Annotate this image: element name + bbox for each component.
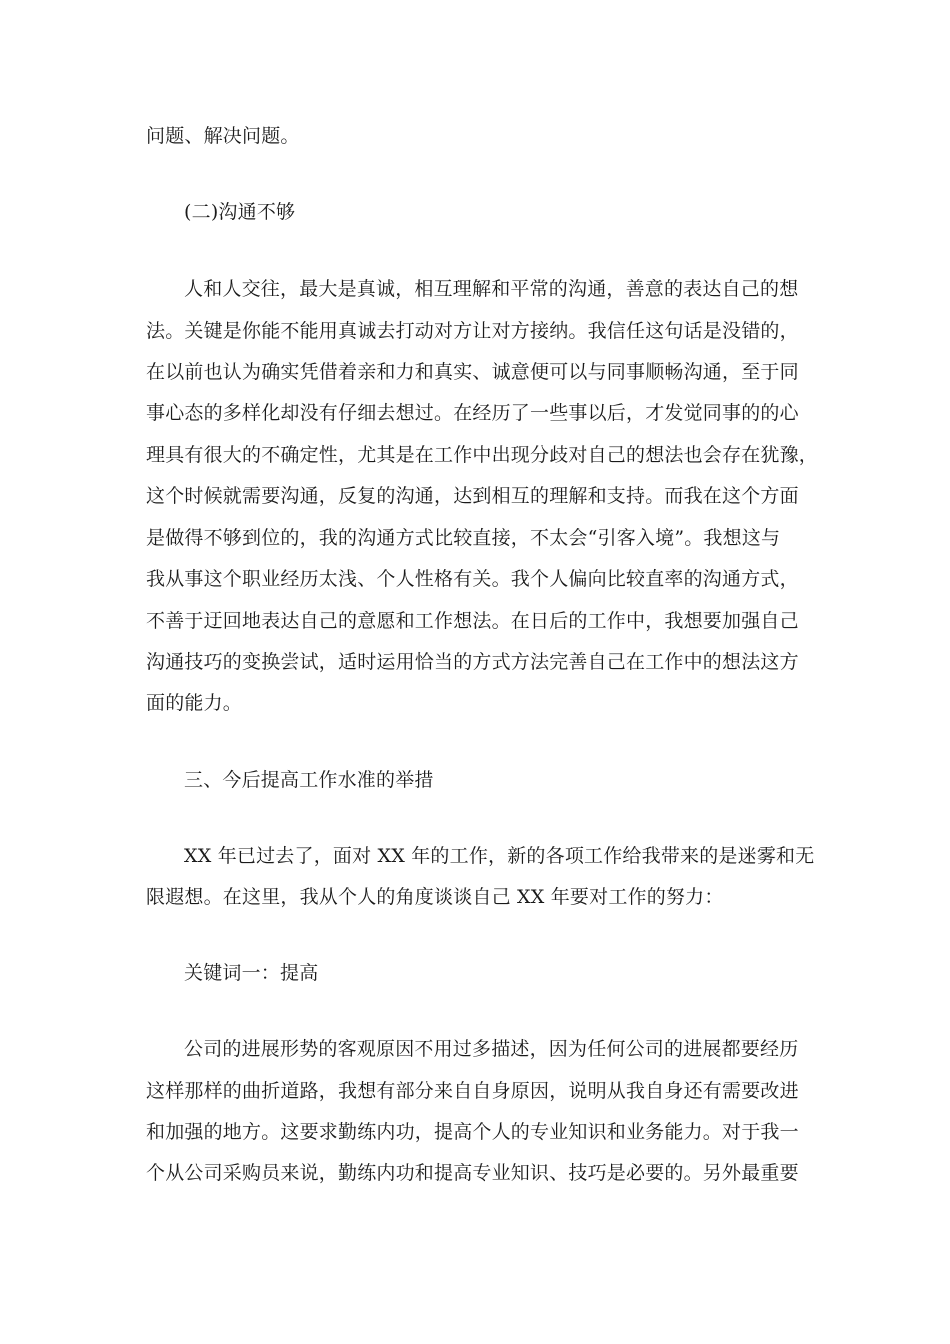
paragraph-line: 我从事这个职业经历太浅、个人性格有关。我个人偏向比较直率的沟通方式，: [146, 568, 799, 590]
paragraph-line: 在以前也认为确实凭借着亲和力和真实、诚意便可以与同事顺畅沟通，至于同: [146, 361, 799, 383]
text-line-continuation: 问题、解决问题。: [146, 125, 300, 147]
keyword-heading: 关键词一：提高: [184, 962, 319, 984]
section-heading-measures: 三、今后提高工作水准的举措: [184, 769, 434, 791]
paragraph-line: 这样那样的曲折道路，我想有部分来自自身原因，说明从我自身还有需要改进: [146, 1080, 799, 1102]
paragraph-line: 限遐想。在这里，我从个人的角度谈谈自己 XX 年要对工作的努力：: [146, 886, 724, 908]
paragraph-line: 是做得不够到位的，我的沟通方式比较直接，不太会“引客入境”。我想这与: [146, 527, 781, 549]
paragraph-line: 事心态的多样化却没有仔细去想过。在经历了一些事以后，才发觉同事的的心: [146, 402, 799, 424]
paragraph-line: 不善于迂回地表达自己的意愿和工作想法。在日后的工作中，我想要加强自己: [146, 610, 799, 632]
paragraph-line: 公司的进展形势的客观原因不用过多描述，因为任何公司的进展都要经历: [184, 1038, 799, 1060]
paragraph-line: 个从公司采购员来说，勤练内功和提高专业知识、技巧是必要的。另外最重要: [146, 1162, 799, 1184]
paragraph-line: 理具有很大的不确定性，尤其是在工作中出现分歧对自己的想法也会存在犹豫，: [146, 444, 819, 466]
paragraph-line: 法。关键是你能不能用真诚去打动对方让对方接纳。我信任这句话是没错的，: [146, 320, 799, 342]
subsection-heading-communication: (二)沟通不够: [184, 201, 296, 223]
paragraph-line: 和加强的地方。这要求勤练内功，提高个人的专业知识和业务能力。对于我一: [146, 1121, 799, 1143]
paragraph-line: 沟通技巧的变换尝试，适时运用恰当的方式方法完善自己在工作中的想法这方: [146, 651, 799, 673]
paragraph-line: XX 年已过去了，面对 XX 年的工作，新的各项工作给我带来的是迷雾和无: [184, 845, 815, 867]
paragraph-line: 人和人交往，最大是真诚，相互理解和平常的沟通，善意的表达自己的想: [184, 278, 799, 300]
paragraph-line: 面的能力。: [146, 692, 243, 714]
paragraph-line: 这个时候就需要沟通，反复的沟通，达到相互的理解和支持。而我在这个方面: [146, 485, 799, 507]
